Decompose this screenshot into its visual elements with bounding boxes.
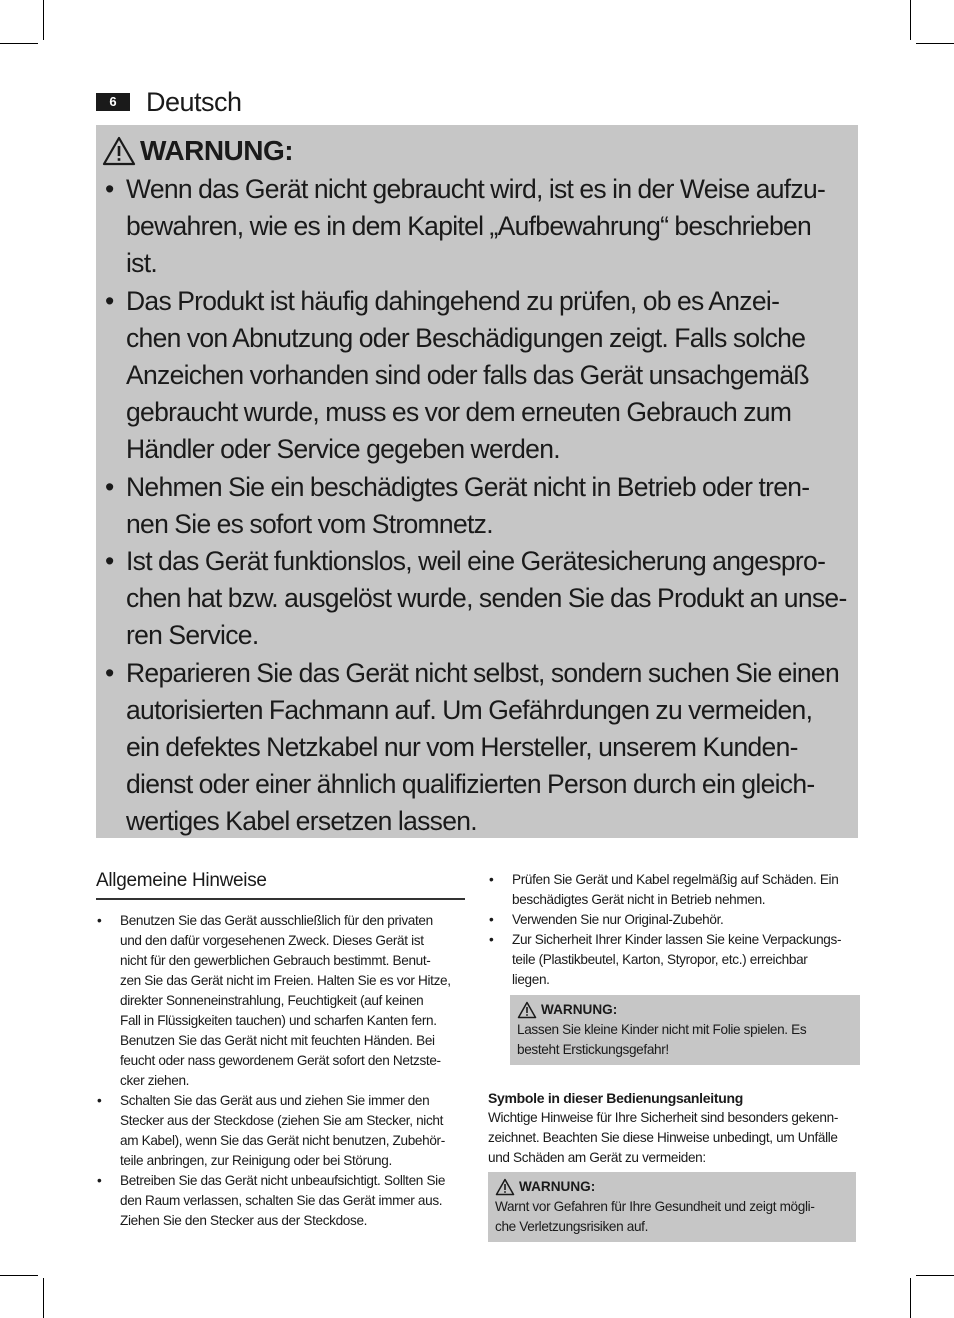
symbol-warning-box [488, 1172, 856, 1242]
text-line: Stecker aus der Steckdose (ziehen Sie am Stecker, nicht [120, 1113, 444, 1128]
kids-warning-text [517, 1020, 854, 1060]
text-line: direkter Sonneneinstrahlung, Feuchtigkeit (auf keinen [120, 993, 424, 1008]
list-item [102, 469, 850, 543]
text-line: feucht oder nass gewordenem Gerät sofort den Netzste- [120, 1053, 441, 1068]
symbols-heading: Symbole in dieser Bedienungsanleitung [488, 1090, 743, 1106]
page-number: 6 [96, 93, 130, 111]
crop-mark [910, 1278, 911, 1318]
text-line: chen hat bzw. ausgelöst wurde, senden Sie das Produkt an unse- [126, 583, 847, 614]
text-line: ist. [126, 248, 158, 279]
bullet-icon: • [105, 657, 114, 688]
bullet-icon: • [97, 1173, 102, 1188]
text-line: autorisierten Fachmann auf. Um Gefährdungen zu vermeiden, [126, 694, 813, 725]
text-line: zeichnet. Beachten Sie diese Hinweise unbedingt, um Unfälle [488, 1130, 838, 1145]
text-line: liegen. [512, 972, 550, 987]
text-line: Händler oder Service gegeben werden. [126, 434, 560, 465]
main-warning-box [96, 125, 858, 838]
list-item [102, 171, 850, 283]
list-item [96, 911, 465, 1091]
list-item [96, 1091, 465, 1171]
crop-mark [43, 1278, 44, 1318]
text-line: Verwenden Sie nur Original-Zubehör. [512, 912, 724, 927]
bullet-icon: • [489, 912, 494, 927]
language-title: Deutsch [146, 86, 242, 117]
text-line: und den dafür vorgesehenen Zweck. Dieses Gerät ist [120, 933, 424, 948]
text-line: Wenn das Gerät nicht gebraucht wird, ist es in der Weise aufzu- [126, 174, 826, 204]
kids-warning-label: WARNUNG: [541, 1002, 618, 1017]
text-line: Anzeichen vorhanden sind oder falls das Gerät unsachgemäß [126, 360, 809, 391]
warning-triangle-icon [517, 1001, 537, 1019]
text-line: Schalten Sie das Gerät aus und ziehen Sie immer den [120, 1093, 430, 1108]
text-line: Ist das Gerät funktionslos, weil eine Gerätesicherung angespro- [126, 546, 826, 577]
text-line: wertiges Kabel ersetzen lassen. [126, 806, 477, 837]
text-line: Lassen Sie kleine Kinder nicht mit Folie spielen. Es [517, 1022, 807, 1037]
general-notes-list-continued [488, 870, 860, 990]
main-warning-label: WARNUNG: [140, 135, 294, 166]
text-line: che Verletzungsrisiken auf. [495, 1219, 649, 1234]
text-line: ren Service. [126, 620, 259, 651]
text-line: Ziehen Sie den Stecker aus der Steckdose. [120, 1213, 368, 1228]
text-line: dienst oder einer ähnlich qualifizierten Person durch ein gleich- [126, 769, 815, 800]
text-line: Benutzen Sie das Gerät ausschließlich für den privaten [120, 913, 433, 928]
bullet-icon: • [489, 872, 494, 887]
page-header [96, 88, 242, 116]
crop-mark [43, 0, 44, 40]
general-notes-list [96, 911, 465, 1231]
text-line: zen Sie das Gerät nicht im Freien. Halten Sie es vor Hitze, [120, 973, 451, 988]
text-line: Fall in Flüssigkeiten tauchen) und scharfen Kanten fern. [120, 1013, 437, 1028]
text-line: bewahren, wie es in dem Kapitel „Aufbewahrung“ beschrieben [126, 211, 812, 242]
bullet-icon: • [105, 546, 114, 577]
crop-mark [910, 0, 911, 40]
list-item [488, 910, 860, 930]
kids-warning-box [510, 995, 860, 1065]
symbols-paragraph [488, 1108, 860, 1168]
crop-mark [0, 43, 38, 44]
text-line: Wichtige Hinweise für Ihre Sicherheit sind besonders gekenn- [488, 1110, 838, 1125]
text-line: Benutzen Sie das Gerät nicht mit feuchten Händen. Bei [120, 1033, 435, 1048]
text-line: besteht Erstickungsgefahr! [517, 1042, 669, 1057]
text-line: Reparieren Sie das Gerät nicht selbst, sondern suchen Sie einen [126, 657, 839, 688]
text-line: Warnt vor Gefahren für Ihre Gesundheit und zeigt mögli- [495, 1199, 815, 1214]
bullet-icon: • [97, 913, 102, 928]
text-line: Das Produkt ist häufig dahingehend zu prüfen, ob es Anzei- [126, 285, 780, 316]
main-warning-title [102, 131, 850, 171]
crop-mark [916, 1275, 954, 1276]
general-notes-heading: Allgemeine Hinweise [96, 870, 465, 900]
bullet-icon: • [105, 285, 114, 316]
main-warning-list [102, 171, 850, 841]
list-item [102, 283, 850, 469]
general-notes-left-column [96, 870, 465, 1231]
text-line: beschädigtes Gerät nicht in Betrieb nehmen. [512, 892, 766, 907]
text-line: den Raum verlassen, schalten Sie das Gerät immer aus. [120, 1193, 443, 1208]
text-line: cker ziehen. [120, 1073, 190, 1088]
warning-triangle-icon [495, 1178, 515, 1196]
text-line: nen Sie es sofort vom Stromnetz. [126, 508, 493, 539]
text-line: am Kabel), wenn Sie das Gerät nicht benutzen, Zubehör- [120, 1133, 445, 1148]
symbol-warning-title [495, 1177, 850, 1197]
general-notes-right-column [488, 870, 860, 1242]
text-line: ein defektes Netzkabel nur vom Hersteller, unserem Kunden- [126, 732, 798, 763]
symbol-warning-text [495, 1197, 850, 1237]
text-line: und Schäden am Gerät zu vermeiden: [488, 1150, 706, 1165]
list-item [488, 930, 860, 990]
symbol-warning-label: WARNUNG: [519, 1179, 596, 1194]
list-item [96, 1171, 465, 1231]
warning-triangle-icon [102, 136, 136, 166]
bullet-icon: • [105, 471, 114, 502]
list-item [488, 870, 860, 910]
kids-warning-title [517, 1000, 854, 1020]
text-line: gebraucht wurde, muss es vor dem erneuten Gebrauch zum [126, 397, 792, 428]
text-line: chen von Abnutzung oder Beschädigungen zeigt. Falls solche [126, 322, 806, 353]
text-line: teile (Plastikbeutel, Karton, Styropor, etc.) erreichbar [512, 952, 808, 967]
text-line: Zur Sicherheit Ihrer Kinder lassen Sie keine Verpackungs- [512, 932, 842, 947]
text-line: Prüfen Sie Gerät und Kabel regelmäßig auf Schäden. Ein [512, 872, 839, 887]
text-line: Betreiben Sie das Gerät nicht unbeaufsichtigt. Sollten Sie [120, 1173, 446, 1188]
crop-mark [916, 43, 954, 44]
bullet-icon: • [105, 174, 114, 204]
list-item [102, 655, 850, 841]
text-line: teile anbringen, zur Reinigung oder bei Störung. [120, 1153, 392, 1168]
text-line: nicht für den gewerblichen Gebrauch bestimmt. Benut- [120, 953, 431, 968]
text-line: Nehmen Sie ein beschädigtes Gerät nicht in Betrieb oder tren- [126, 471, 810, 502]
crop-mark [0, 1275, 38, 1276]
bullet-icon: • [97, 1093, 102, 1108]
bullet-icon: • [489, 932, 494, 947]
list-item [102, 543, 850, 655]
